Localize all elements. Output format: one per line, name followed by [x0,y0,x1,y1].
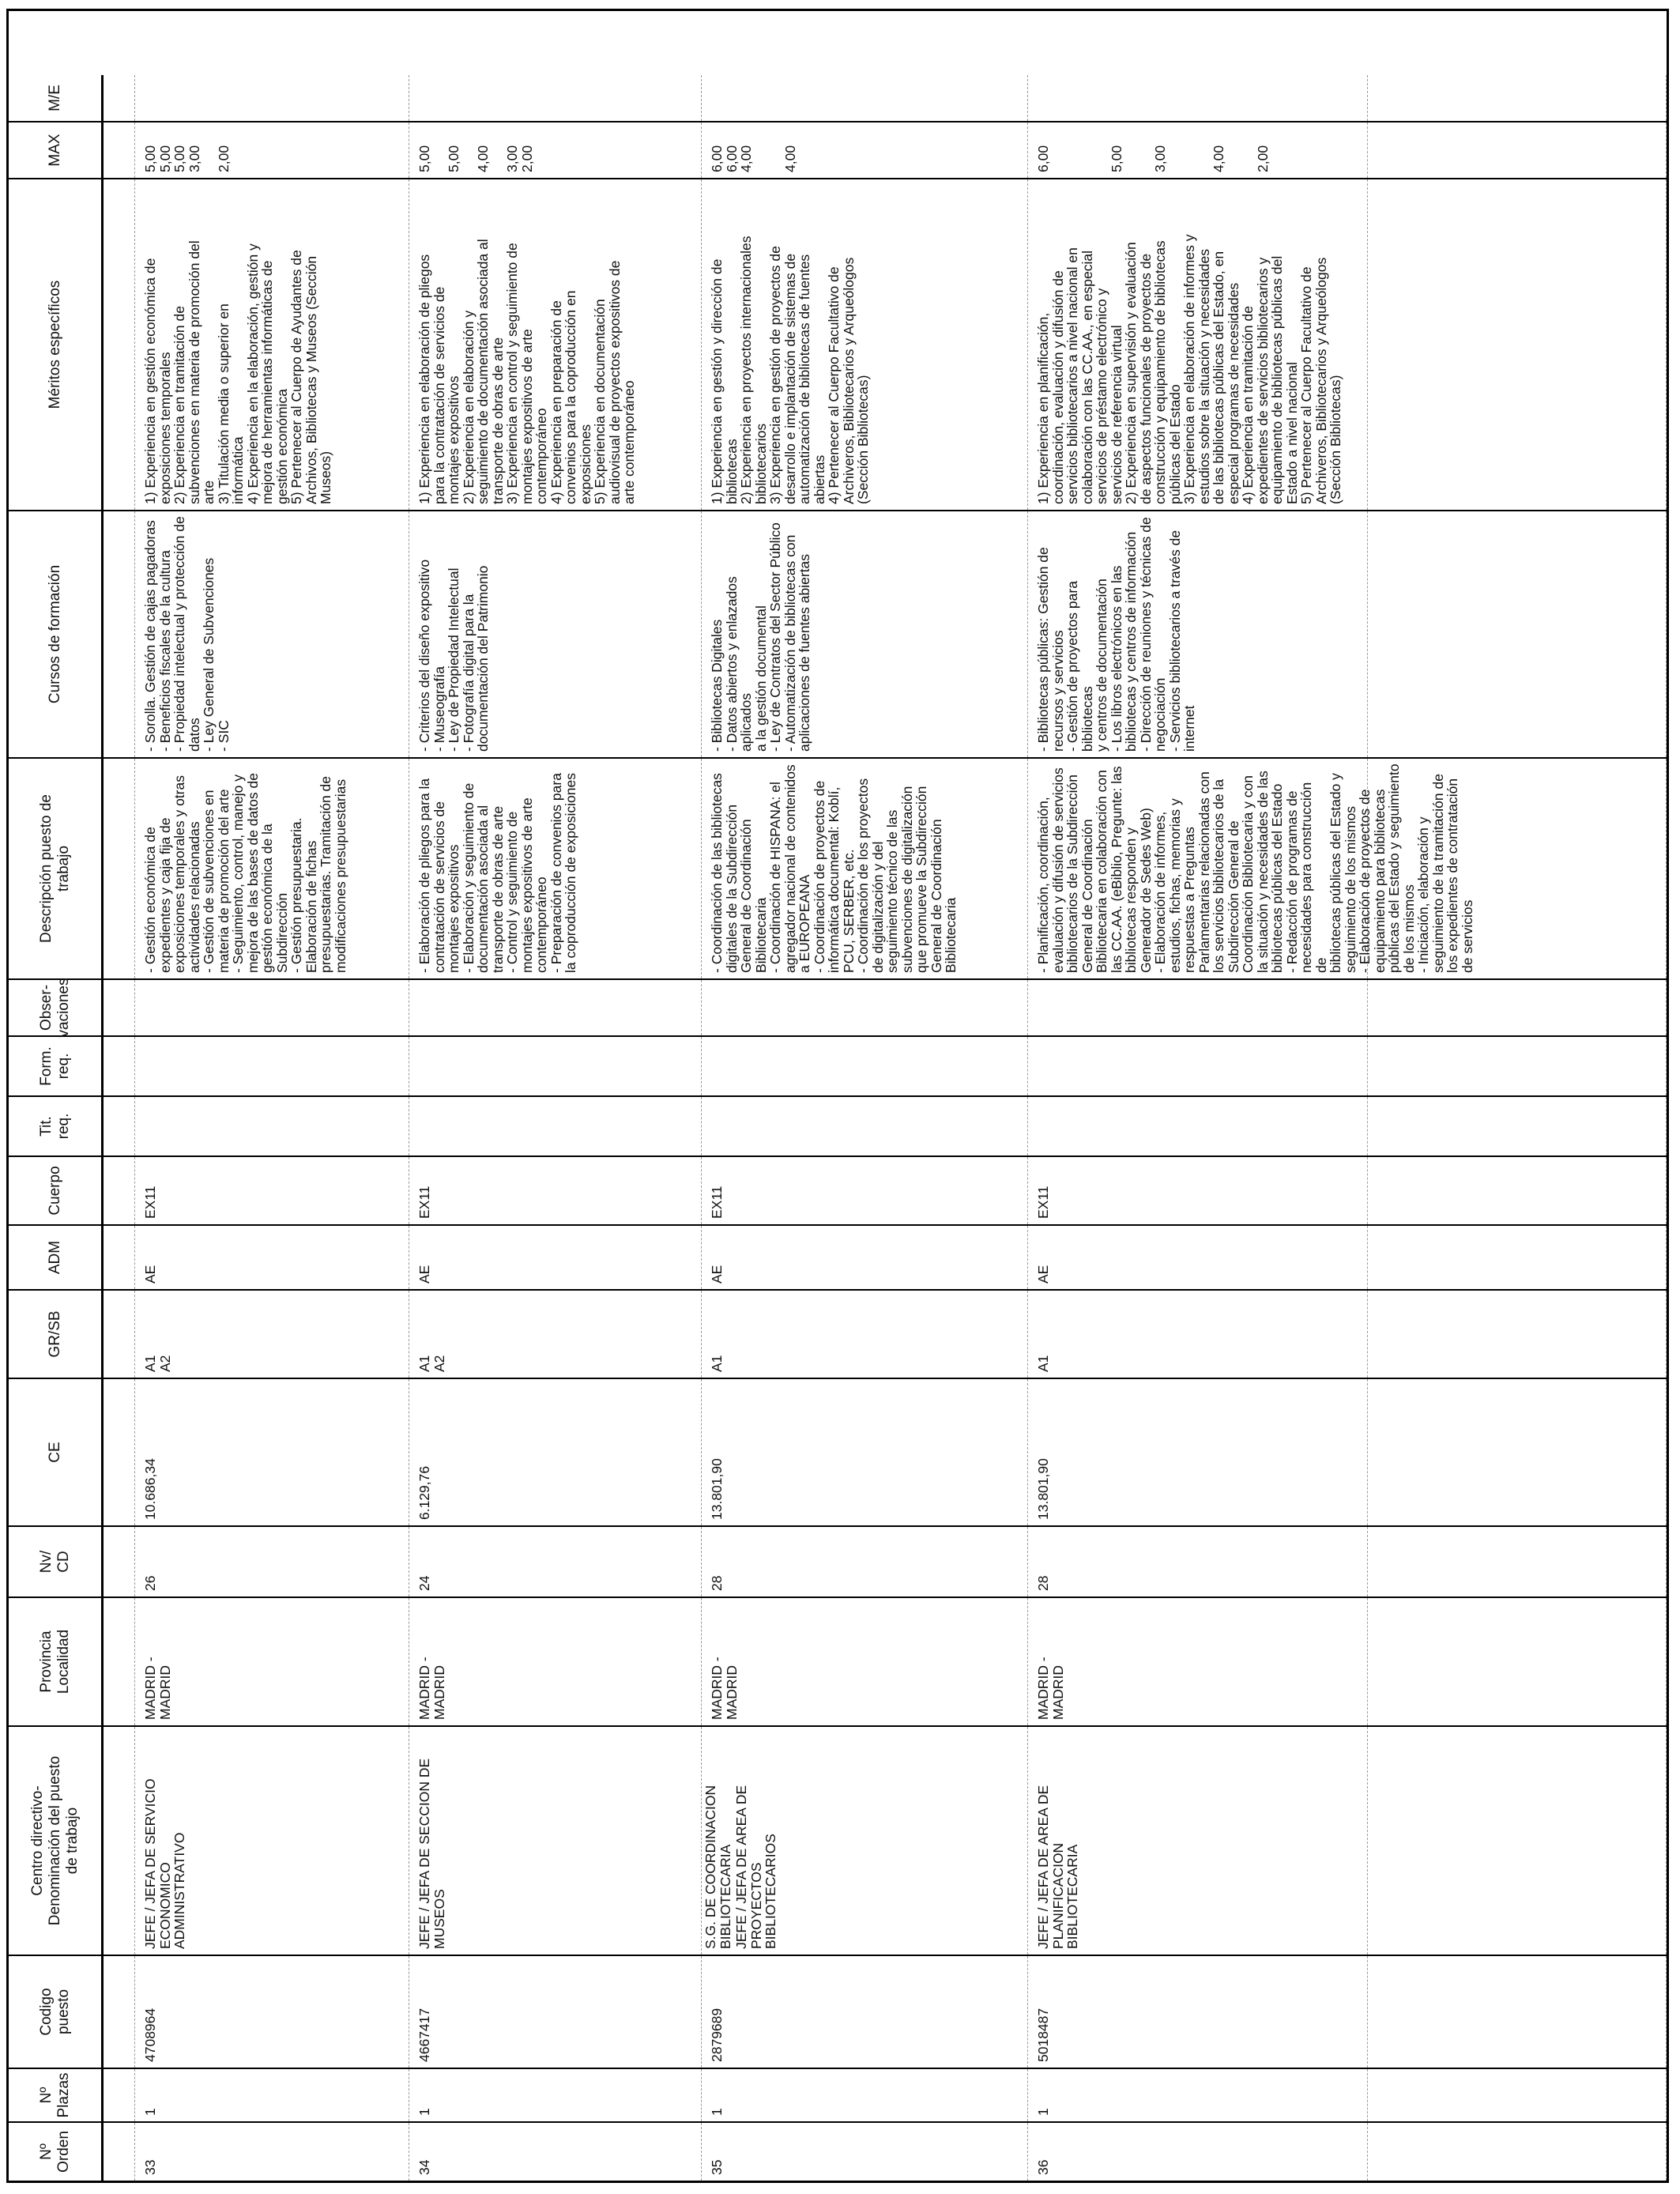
cell-tit [409,1097,702,1155]
cell-grsb: A1 [1028,1291,1368,1378]
empty-cell [1368,759,1667,978]
empty-cell [1368,2123,1667,2181]
cell-meritos: 1) Experiencia en gestión y dirección de bibliotecas 2) Experiencia en proyectos internacionales bibliotecarios 3) Experiencia en gestión de proyectos de desarrollo e implantación de sistemas de automatización de bibliotecas de fuentes abiertas 4) Pertenecer al Cuerpo Facultativo de Archiveros, Bibliotecarios y Arqueólogos (Sección Bibliotecas) [702,179,1028,510]
header-cursos: Cursos de formación [9,510,104,757]
col-nivel [104,1525,1667,1596]
cell-cuerpo: EX11 [702,1157,1028,1224]
cell-form [409,1037,702,1095]
empty-cell [1368,1727,1667,1955]
header-meritos: Méritos específicos [9,178,104,510]
empty-cell [1368,1598,1667,1725]
header-obs: Obser- vaciones [9,978,104,1035]
spacer-cell [104,1956,135,2068]
col-me [104,75,1667,121]
col-grsb [104,1289,1667,1378]
cell-cuerpo: EX11 [1028,1157,1368,1224]
cell-plazas: 1 [1028,2069,1368,2121]
cell-cuerpo: EX11 [135,1157,409,1224]
cell-cursos: - Bibliotecas Digitales - Datos abiertos y enlazados aplicados a la gestión documental - Ley de Contratos del Sector Público - Automatización de bibliotecas con aplicaciones de fuentes abiertas [702,511,1028,757]
cell-adm: AE [702,1226,1028,1289]
col-descripcion [104,757,1667,978]
header-me: M/E [9,75,104,121]
cell-orden: 35 [702,2123,1028,2181]
cell-adm: AE [409,1226,702,1289]
cell-cursos: - Sorolla. Gestión de cajas pagadoras - Beneficios fiscales de la cultura - Propiedad intelectual y protección de datos - Ley General de Subvenciones - SIC [135,511,409,757]
spacer-cell [104,1598,135,1725]
empty-cell [1368,75,1667,121]
cell-obs [702,980,1028,1035]
col-obs [104,978,1667,1035]
cell-form [702,1037,1028,1095]
col-provincia [104,1596,1667,1725]
cell-ce: 13.801,90 [702,1379,1028,1525]
empty-cell [1368,1956,1667,2068]
cell-codigo: 4708964 [135,1956,409,2068]
cell-tit [702,1097,1028,1155]
cell-obs [1028,980,1368,1035]
col-meritos [104,178,1667,510]
empty-cell [1368,1157,1667,1224]
cell-obs [135,980,409,1035]
cell-descripcion: - Coordinación de las bibliotecas digitales de la Subdirección General de Coordinación Bibliotecaria - Coordinación de HISPANA: el agregador nacional de contenidos a EUROPEANA - Coordinación de proyectos de informática documental: Koblí, PCU, SERBER, etc. - Coordinación de los proyectos de digitalización y del seguimiento técnico de las subvenciones de digitalización que promueve la Subdirección General de Coordinación Bibliotecaria [702,759,1028,978]
cell-cursos: - Bibliotecas públicas: Gestión de recursos y servicios - Gestión de proyectos para bibliotecas y centros de documentación - Los libros electrónicos en las bibliotecas y centros de información - Dirección de reuniones y técnicas de negociación - Servicios bibliotecarios a través de internet [1028,511,1368,757]
col-tit [104,1095,1667,1155]
empty-cell [1368,1097,1667,1155]
cell-me [135,75,409,121]
empty-cell [1368,1527,1667,1596]
cell-centro: JEFE / JEFA DE SERVICIO ECONOMICO ADMINISTRATIVO [135,1727,409,1955]
cell-max: 6,00 6,00 4,00 4,00 [702,123,1028,178]
header-cuerpo: Cuerpo [9,1155,104,1224]
cell-me [702,75,1028,121]
spacer-cell [104,1097,135,1155]
header-max: MAX [9,121,104,178]
cell-max: 5,00 5,00 4,00 3,00 2,00 [409,123,702,178]
col-codigo [104,1955,1667,2068]
cell-nivel: 28 [1028,1527,1368,1596]
col-orden [104,2121,1667,2181]
cell-meritos: 1) Experiencia en elaboración de pliegos para la contratación de servicios de montajes expositivos 2) Experiencia en elaboración y seguimiento de documentación asociada al transporte de obras de arte 3) Experiencia en control y seguimiento de montajes expositivos de arte contemporáneo 4) Experiencia en preparación de convenios para la coproducción en exposiciones 5) Experiencia en documentación audiovisual de proyectos expositivos de arte contemporáneo [409,179,702,510]
cell-me [409,75,702,121]
header-provincia: Provincia Localidad [9,1596,104,1725]
header-centro: Centro directivo- Denominación del puesto de trabajo [9,1725,104,1955]
empty-cell [1368,123,1667,178]
cell-grsb: A1 A2 [409,1291,702,1378]
cell-meritos: 1) Experiencia en planificación, coordinación, evaluación y difusión de servicios bibliotecarios a nivel nacional en colaboración con las CC.AA., en especial servicios de préstamo electrónico y servicios de referencia virtual 2) Experiencia en supervisión y evaluación de aspectos funcionales de proyectos de construcción y equipamiento de bibliotecas públicas del Estado 3) Experiencia en elaboración de informes y estudios sobre la situación y necesidades de las bibliotecas públicas del Estado, en especial programas de necesidades 4) Experiencia en tramitación de expedientes de servicios bibliotecarios y equipamiento de bibliotecas públicas del Estado a nivel nacional 5) Pertenecer al Cuerpo Facultativo de Archiveros, Bibliotecarios y Arqueólogos (Sección Bibliotecas) [1028,179,1368,510]
cell-grsb: A1 [702,1291,1028,1378]
cell-provincia: MADRID - MADRID [1028,1598,1368,1725]
cell-adm: AE [1028,1226,1368,1289]
cell-me [1028,75,1368,121]
cell-descripcion: - Planificación, coordinación, evaluación y difusión de servicios bibliotecarios de la Subdirección General de Coordinación Bibliotecaria en colaboración con las CC.AA. (eBiblio, Pregunte: las bibliotecas responden y Generador de Sedes Web) - Elaboración de informes, estudios, fichas, memorias y respuestas a Preguntas Parlamentarias relacionadas con los servicios bibliotecarios de la Subdirección General de Coordinación Bibliotecaria y con la situación y necesidades de las bibliotecas públicas del Estado - Redacción de programas de necesidades para construcción de bibliotecas públicas del Estado y seguimiento de los mismos - Elaboración de proyectos de equipamiento para bibliotecas públicas del Estado y seguimiento de los mismos - Iniciación, elaboración y seguimiento de la tramitación de los expedientes de contratación de servicios [1028,759,1368,978]
cell-provincia: MADRID - MADRID [409,1598,702,1725]
cell-plazas: 1 [409,2069,702,2121]
empty-cell [1368,1379,1667,1525]
cell-tit [1028,1097,1368,1155]
cell-orden: 36 [1028,2123,1368,2181]
col-adm [104,1224,1667,1289]
empty-cell [1368,1226,1667,1289]
header-codigo: Codigo puesto [9,1955,104,2068]
cell-cuerpo: EX11 [409,1157,702,1224]
header-form: Form. req. [9,1035,104,1095]
spacer-cell [104,123,135,178]
cell-obs [409,980,702,1035]
header-grsb: GR/SB [9,1289,104,1378]
cell-provincia: MADRID - MADRID [702,1598,1028,1725]
cell-grsb: A1 A2 [135,1291,409,1378]
spacer-cell [104,1037,135,1095]
cell-descripcion: - Gestión económica de expedientes y caja fija de exposiciones temporales y otras actividades relacionadas - Gestión de subvenciones en materia de promoción del arte - Seguimiento, control, manejo y mejora de las bases de datos de gestión económica de la Subdirección - Gestión presupuestaria. Elaboración de fichas presupuestarias. Tramitación de modificaciones presupuestarias [135,759,409,978]
spacer-cell [104,1379,135,1525]
spacer-cell [104,1527,135,1596]
spacer-cell [104,511,135,757]
spacer-cell [104,1157,135,1224]
cell-nivel: 26 [135,1527,409,1596]
cell-adm: AE [135,1226,409,1289]
header-orden: Nº Orden [9,2121,104,2181]
cell-max: 5,00 5,00 5,00 3,00 2,00 [135,123,409,178]
cell-max: 6,00 5,00 3,00 4,00 2,00 [1028,123,1368,178]
spacer-cell [104,1291,135,1378]
spacer-cell [104,2123,135,2181]
cell-nivel: 24 [409,1527,702,1596]
cell-centro: JEFE / JEFA DE AREA DE PLANIFICACION BIBLIOTECARIA [1028,1727,1368,1955]
col-cuerpo [104,1155,1667,1224]
job-positions-table [6,9,1669,2183]
col-cursos [104,510,1667,757]
cell-provincia: MADRID - MADRID [135,1598,409,1725]
spacer-cell [104,759,135,978]
col-ce [104,1378,1667,1525]
cell-form [135,1037,409,1095]
empty-cell [1368,1291,1667,1378]
header-adm: ADM [9,1224,104,1289]
cell-meritos: 1) Experiencia en gestión económica de exposiciones temporales 2) Experiencia en tramitación de subvenciones en materia de promoción del arte 3) Titulación media o superior en informática 4) Experiencia en la elaboración, gestión y mejora de herramientas informáticas de gestión económica 5) Pertenecer al Cuerpo de Ayudantes de Archivos, Bibliotecas y Museos (Sección Museos) [135,179,409,510]
cell-tit [135,1097,409,1155]
cell-cursos: - Criterios del diseño expositivo - Museografía - Ley de Propiedad Intelectual - Fotografía digital para la documentación del Patrimonio [409,511,702,757]
cell-orden: 33 [135,2123,409,2181]
header-descripcion: Descripción puesto de trabajo [9,757,104,978]
header-plazas: Nº Plazas [9,2068,104,2121]
cell-ce: 13.801,90 [1028,1379,1368,1525]
empty-cell [1368,511,1667,757]
cell-ce: 10.686,34 [135,1379,409,1525]
cell-nivel: 28 [702,1527,1028,1596]
cell-plazas: 1 [702,2069,1028,2121]
cell-codigo: 2879689 [702,1956,1028,2068]
header-tit: Tit. req. [9,1095,104,1155]
col-centro [104,1725,1667,1955]
header-ce: CE [9,1378,104,1525]
spacer-cell [104,2069,135,2121]
empty-cell [1368,2069,1667,2121]
spacer-cell [104,179,135,510]
cell-ce: 6.129,76 [409,1379,702,1525]
cell-form [1028,1037,1368,1095]
cell-centro [702,1727,1028,1955]
spacer-cell [104,1727,135,1955]
cell-codigo: 4667417 [409,1956,702,2068]
cell-centro: JEFE / JEFA DE SECCION DE MUSEOS [409,1727,702,1955]
spacer-cell [104,980,135,1035]
position-name: JEFE / JEFA DE AREA DE PROYECTOS BIBLIOTECARIOS [733,1785,778,1949]
empty-cell [1368,980,1667,1035]
col-max [104,121,1667,178]
cell-descripcion: - Elaboración de pliegos para la contratación de servicios de montajes expositivos - Elaboración y seguimiento de documentación asociada al transporte de obras de arte - Control y seguimiento de montajes expositivos de arte contemporáneo - Preparación de convenios para la coproducción de exposiciones [409,759,702,978]
cell-orden: 34 [409,2123,702,2181]
col-form [104,1035,1667,1095]
section-heading: S.G. DE COORDINACION BIBLIOTECARIA [703,1785,733,1949]
cell-plazas: 1 [135,2069,409,2121]
cell-codigo: 5018487 [1028,1956,1368,2068]
header-nivel: Nv/ CD [9,1525,104,1596]
empty-cell [1368,1037,1667,1095]
spacer-cell [104,1226,135,1289]
empty-cell [1368,179,1667,510]
spacer-cell [104,75,135,121]
col-plazas [104,2068,1667,2121]
